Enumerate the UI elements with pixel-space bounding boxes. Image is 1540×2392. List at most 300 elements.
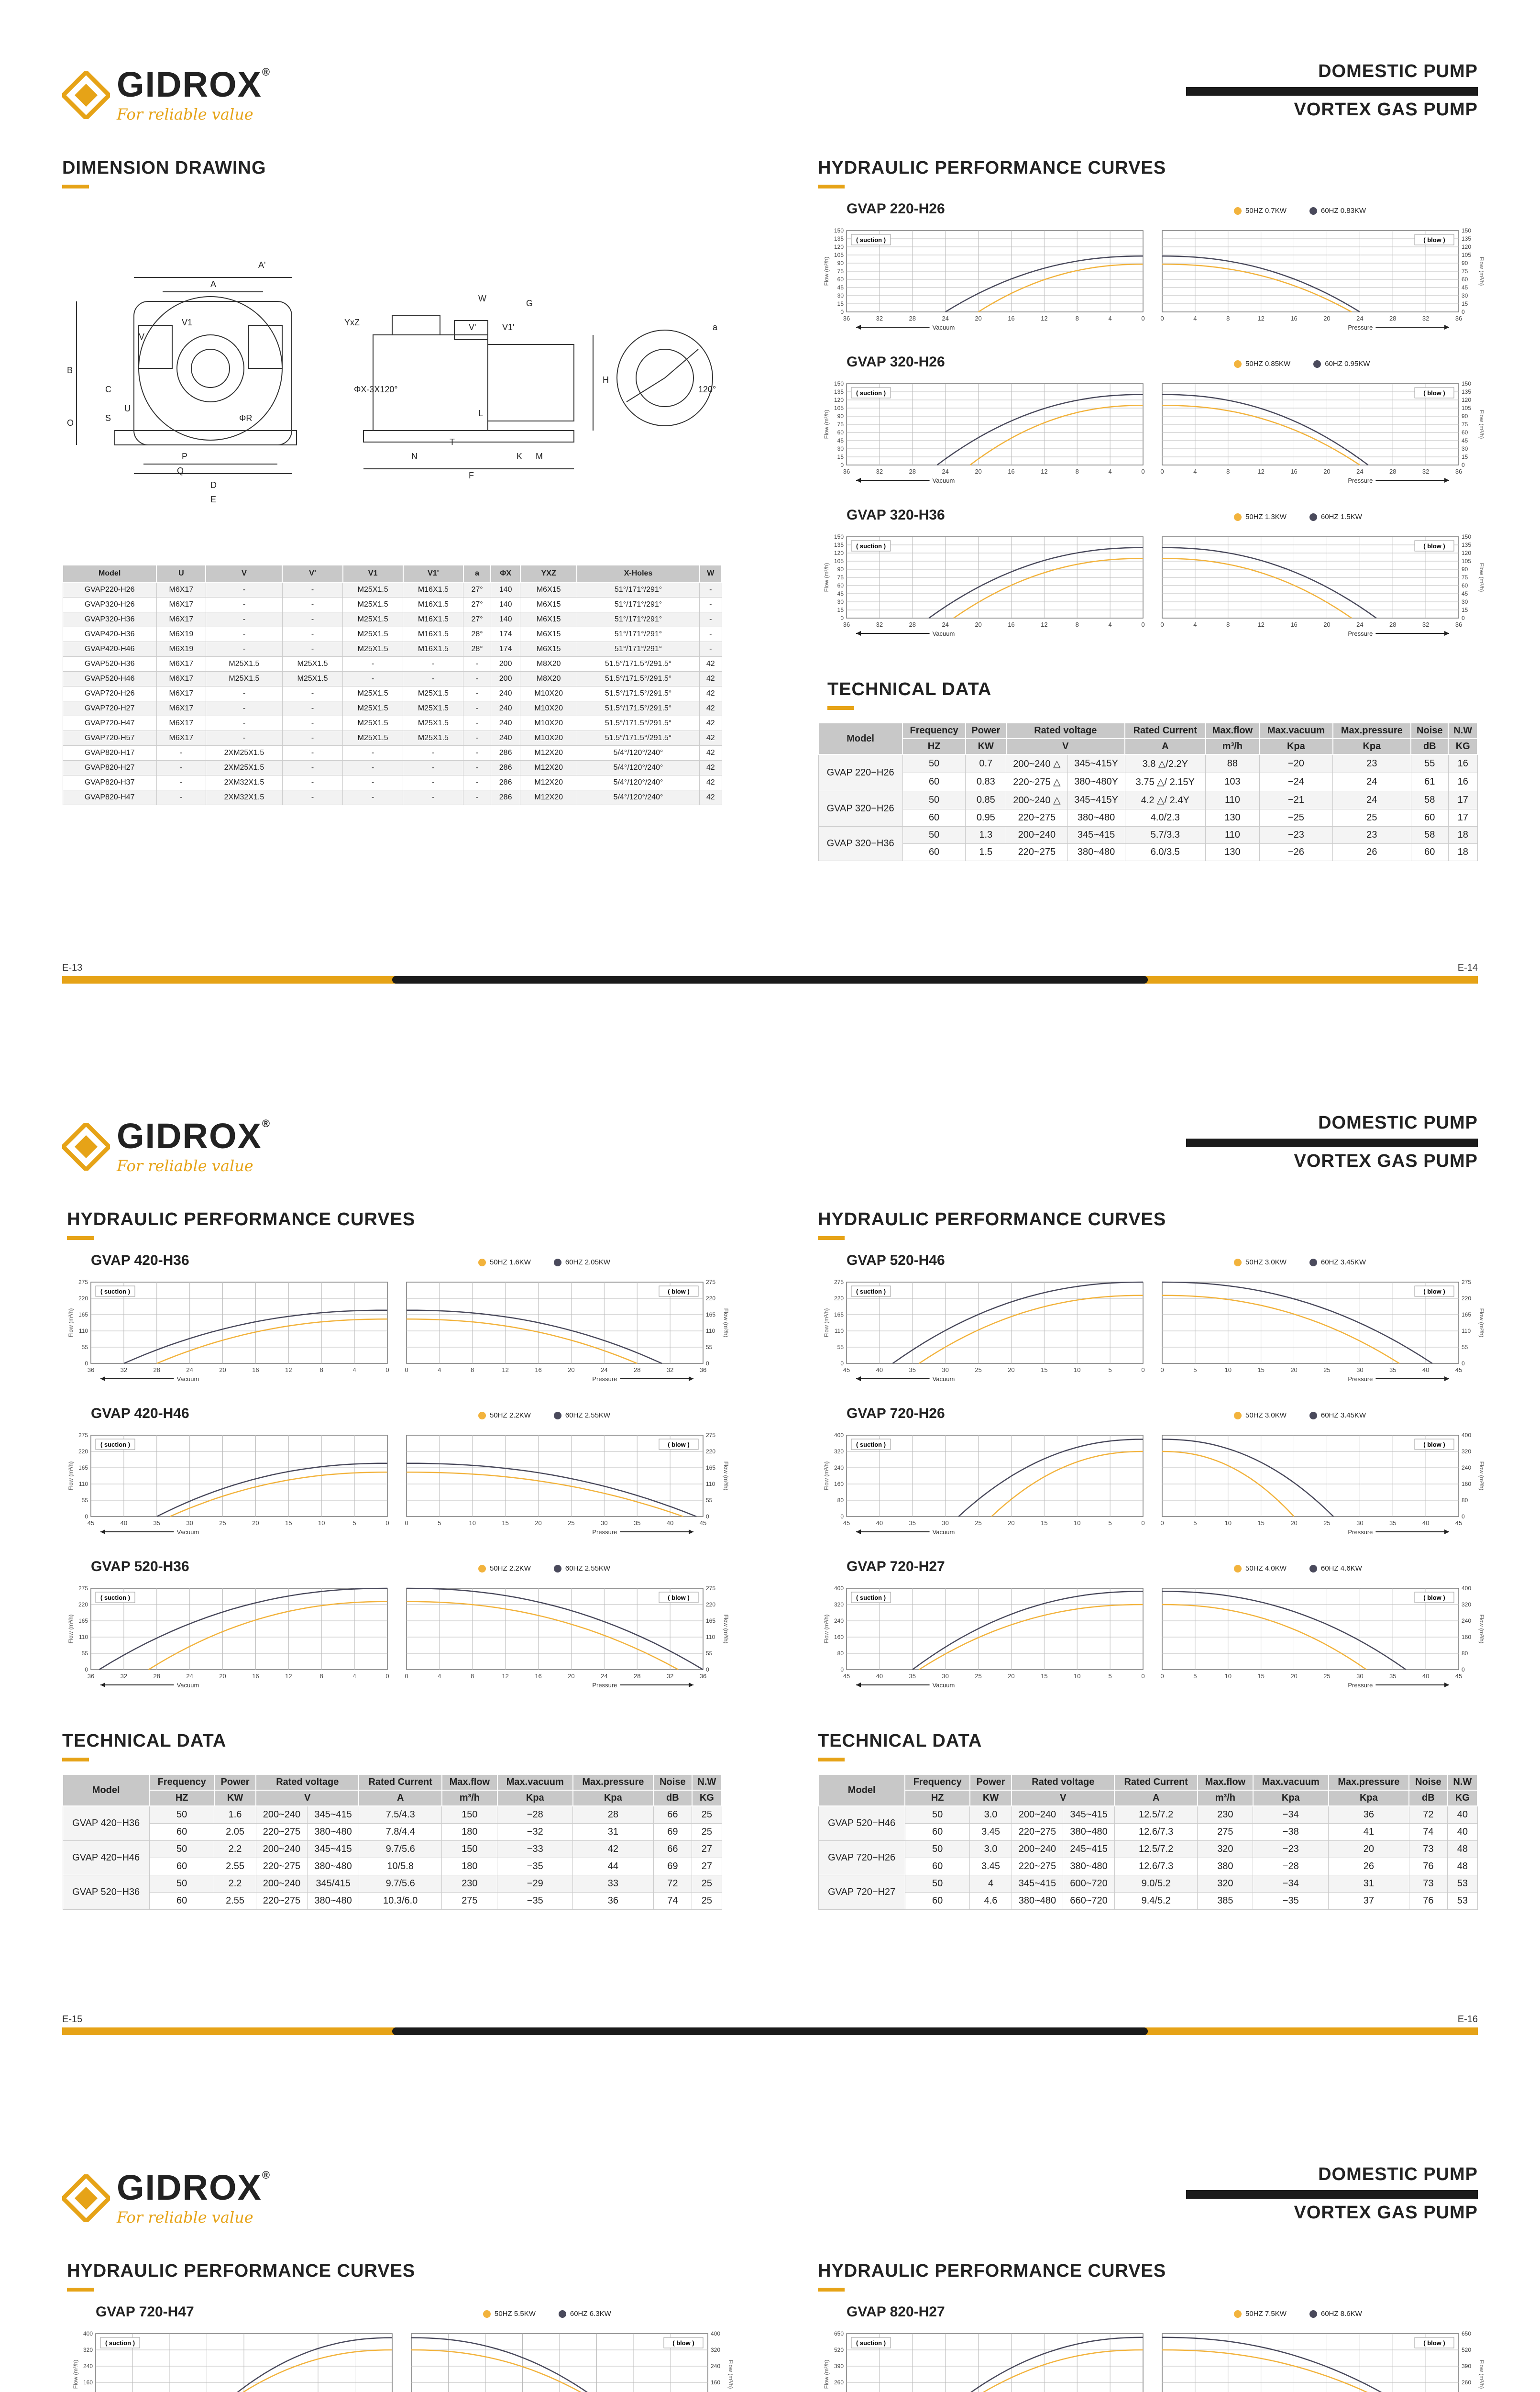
- table-cell: 3.75 △/ 2.15Y: [1125, 773, 1206, 791]
- table-cell: 16: [1448, 754, 1477, 773]
- vacuum-caption: Vacuum: [176, 1528, 199, 1536]
- table-header: Max.flow: [442, 1774, 497, 1790]
- table-cell: 180: [442, 1858, 497, 1875]
- legend-60hz-dot: [1309, 1259, 1317, 1266]
- x-tick-label: 4: [1193, 468, 1197, 475]
- table-cell: 5/4°/120°/240°: [577, 761, 699, 775]
- table-row: [63, 598, 722, 612]
- x-tick-label: 12: [285, 1366, 292, 1373]
- table-cell: M25X1.5: [343, 627, 403, 642]
- x-tick-label: 8: [471, 1672, 474, 1680]
- table-header: Noise: [653, 1774, 692, 1790]
- table-cell: 380~480: [1063, 1824, 1115, 1841]
- table-header: U: [156, 565, 206, 582]
- table-cell: 200~240: [1012, 1806, 1063, 1824]
- x-tick-label: 32: [1422, 621, 1430, 628]
- drawing-label: A: [210, 279, 217, 289]
- x-tick-label: 45: [843, 1366, 850, 1373]
- suction-label: ( suction ): [856, 1441, 886, 1448]
- section-title: HYDRAULIC PERFORMANCE CURVES: [818, 158, 1166, 178]
- table-cell: 42: [700, 775, 722, 790]
- x-tick-label: 30: [186, 1519, 193, 1527]
- y-tick-label: 90: [1462, 260, 1468, 266]
- x-tick-label: 32: [876, 315, 883, 322]
- x-tick-label: 15: [285, 1519, 292, 1527]
- model-cell: GVAP 220−H26: [818, 754, 902, 791]
- table-cell: 2XM25X1.5: [206, 746, 282, 761]
- header-line1: DOMESTIC PUMP: [1318, 2164, 1478, 2184]
- table-cell: 60: [905, 1824, 970, 1841]
- table-cell: -: [463, 716, 491, 731]
- table-cell: 345~415: [1012, 1875, 1063, 1893]
- x-tick-label: 15: [1257, 1672, 1265, 1680]
- table-cell: 48: [1448, 1841, 1477, 1858]
- section-title: DIMENSION DRAWING: [62, 158, 266, 178]
- vacuum-caption: Vacuum: [932, 477, 955, 484]
- x-tick-label: 0: [385, 1672, 389, 1680]
- legend-60hz: 60HZ 8.6KW: [1320, 2310, 1362, 2318]
- x-tick-label: 32: [1422, 468, 1430, 475]
- table-subheader: KW: [966, 739, 1006, 754]
- blow-label: ( blow ): [668, 1288, 690, 1295]
- pressure-caption: Pressure: [1348, 1375, 1373, 1383]
- table-cell: -: [403, 761, 463, 775]
- table-cell: 66: [653, 1841, 692, 1858]
- table-cell: 25: [692, 1875, 722, 1893]
- x-tick-label: 28: [633, 1672, 641, 1680]
- table-cell: 61: [1411, 773, 1448, 791]
- table-cell: 53: [1448, 1875, 1477, 1893]
- table-cell: 44: [573, 1858, 653, 1875]
- table-cell: GVAP720-H27: [63, 701, 156, 716]
- table-cell: 74: [1409, 1824, 1448, 1841]
- table-header: Rated voltage: [1012, 1774, 1114, 1790]
- table-cell: −38: [1253, 1824, 1329, 1841]
- table-cell: 25: [692, 1824, 722, 1841]
- legend-60hz-dot: [559, 2310, 566, 2318]
- table-row: [63, 1824, 722, 1841]
- x-tick-label: 12: [1257, 468, 1265, 475]
- y-tick-label: 60: [1462, 276, 1468, 283]
- y-tick-label: 0: [840, 615, 844, 621]
- header-bar: [1186, 2190, 1478, 2199]
- table-cell: 9.7/5.6: [359, 1841, 442, 1858]
- x-tick-label: 20: [1290, 1519, 1298, 1527]
- x-tick-label: 8: [1226, 315, 1230, 322]
- y-tick-label: 55: [706, 1650, 713, 1657]
- x-tick-label: 12: [1041, 621, 1048, 628]
- table-cell: 88: [1206, 754, 1260, 773]
- y-tick-label: 160: [1462, 1634, 1472, 1640]
- pressure-caption: Pressure: [1348, 1682, 1373, 1689]
- y-tick-label: 90: [837, 566, 844, 573]
- x-tick-label: 25: [568, 1519, 575, 1527]
- legend-50hz: 50HZ 0.85KW: [1245, 360, 1291, 368]
- table-cell: 2.2: [214, 1841, 256, 1858]
- y-tick-label: 120: [1462, 244, 1472, 250]
- x-tick-label: 40: [876, 1366, 883, 1373]
- table-cell: -: [282, 701, 342, 716]
- suction-panel: [83, 2330, 394, 2392]
- x-tick-label: 20: [1008, 1519, 1015, 1527]
- x-tick-label: 30: [1356, 1366, 1364, 1373]
- table-cell: 12.6/7.3: [1114, 1824, 1198, 1841]
- table-row: [63, 1858, 722, 1875]
- table-header: X-Holes: [577, 565, 699, 582]
- section-title: HYDRAULIC PERFORMANCE CURVES: [818, 2261, 1166, 2281]
- y-tick-label: 275: [78, 1279, 88, 1285]
- table-cell: 380: [1198, 1858, 1253, 1875]
- y-axis-label-right: Flow (m³/h): [723, 1461, 729, 1491]
- table-cell: -: [206, 642, 282, 657]
- y-tick-label: 0: [706, 1666, 709, 1673]
- table-subheader: Kpa: [573, 1790, 653, 1806]
- x-tick-label: 36: [843, 468, 850, 475]
- technical-data-table: [62, 1774, 722, 1910]
- table-row: [818, 791, 1477, 809]
- table-cell: M12X20: [520, 775, 577, 790]
- table-cell: −28: [497, 1806, 573, 1824]
- table-cell: 380~480: [1067, 809, 1125, 827]
- x-tick-label: 45: [699, 1519, 707, 1527]
- table-header: Model: [818, 723, 902, 754]
- table-cell: 0.83: [966, 773, 1006, 791]
- table-row: [63, 582, 722, 598]
- y-tick-label: 90: [1462, 566, 1468, 573]
- table-cell: 50: [905, 1806, 970, 1824]
- table-row: [818, 754, 1477, 773]
- table-cell: 380~480: [1067, 844, 1125, 861]
- x-tick-label: 24: [601, 1672, 608, 1680]
- blow-label: ( blow ): [1423, 2339, 1445, 2347]
- legend-60hz-dot: [554, 1565, 561, 1573]
- table-subheader: Kpa: [1329, 1790, 1409, 1806]
- model-cell: GVAP 320−H36: [818, 827, 902, 861]
- table-subheader: V: [1006, 739, 1125, 754]
- drawing-label: E: [210, 495, 217, 504]
- table-subheader: HZ: [902, 739, 966, 754]
- table-cell: 51.5°/171.5°/291.5°: [577, 731, 699, 746]
- x-tick-label: 8: [319, 1366, 323, 1373]
- x-tick-label: 5: [1193, 1519, 1197, 1527]
- table-cell: 25: [1333, 809, 1411, 827]
- y-tick-label: 75: [1462, 574, 1468, 581]
- y-tick-label: 0: [85, 1513, 88, 1520]
- table-cell: 28°: [463, 642, 491, 657]
- x-tick-label: 24: [942, 621, 949, 628]
- chart-legend: [1234, 513, 1362, 521]
- table-cell: 220~275: [256, 1824, 308, 1841]
- blow-panel: [405, 1279, 715, 1383]
- y-tick-label: 320: [1462, 1448, 1472, 1455]
- section-title: TECHNICAL DATA: [62, 1731, 227, 1751]
- table-cell: GVAP420-H36: [63, 627, 156, 642]
- x-tick-label: 45: [87, 1519, 95, 1527]
- x-tick-label: 25: [1323, 1519, 1331, 1527]
- legend-50hz-dot: [1234, 513, 1242, 521]
- table-cell: M25X1.5: [282, 672, 342, 687]
- blow-label: ( blow ): [668, 1594, 690, 1601]
- table-cell: -: [206, 731, 282, 746]
- y-tick-label: 275: [834, 1279, 844, 1285]
- y-tick-label: 390: [1462, 2363, 1472, 2370]
- table-cell: M25X1.5: [343, 598, 403, 612]
- brand-name: GIDROX®: [117, 2168, 271, 2207]
- x-tick-label: 5: [1108, 1672, 1112, 1680]
- y-tick-label: 90: [837, 260, 844, 266]
- x-tick-label: 25: [975, 1519, 982, 1527]
- x-tick-label: 35: [633, 1519, 641, 1527]
- table-cell: 5/4°/120°/240°: [577, 746, 699, 761]
- y-tick-label: 110: [706, 1481, 715, 1487]
- table-cell: -: [282, 790, 342, 805]
- pressure-caption: Pressure: [592, 1528, 617, 1536]
- table-cell: 36: [1329, 1806, 1409, 1824]
- table-cell: 286: [491, 746, 520, 761]
- table-cell: 27°: [463, 612, 491, 627]
- table-cell: -: [343, 657, 403, 672]
- table-cell: 240: [491, 687, 520, 701]
- y-tick-label: 240: [1462, 1617, 1472, 1624]
- x-tick-label: 40: [120, 1519, 128, 1527]
- y-tick-label: 15: [837, 454, 844, 460]
- x-tick-label: 12: [1041, 315, 1048, 322]
- blow-label: ( blow ): [668, 1441, 690, 1448]
- table-cell: 200: [491, 657, 520, 672]
- table-cell: -: [282, 775, 342, 790]
- table-cell: -: [403, 775, 463, 790]
- table-cell: 140: [491, 598, 520, 612]
- y-tick-label: 520: [1462, 2347, 1472, 2353]
- table-header: YXZ: [520, 565, 577, 582]
- x-tick-label: 28: [633, 1366, 641, 1373]
- table-cell: -: [403, 790, 463, 805]
- y-tick-label: 150: [834, 380, 844, 387]
- table-cell: 110: [1206, 791, 1260, 809]
- table-subheader: dB: [1411, 739, 1448, 754]
- table-cell: 60: [1411, 809, 1448, 827]
- table-row: [818, 844, 1477, 861]
- table-cell: −23: [1259, 827, 1332, 844]
- table-cell: -: [700, 627, 722, 642]
- blow-label: ( blow ): [1423, 543, 1445, 550]
- x-tick-label: 28: [909, 315, 916, 322]
- y-tick-label: 110: [706, 1328, 715, 1334]
- y-tick-label: 110: [78, 1481, 88, 1487]
- y-tick-label: 80: [1462, 1650, 1468, 1657]
- y-tick-label: 150: [1462, 380, 1472, 387]
- y-tick-label: 240: [834, 1617, 844, 1624]
- y-axis-label-right: Flow (m³/h): [723, 1614, 729, 1644]
- blow-panel: [405, 1432, 715, 1536]
- y-tick-label: 55: [81, 1650, 88, 1657]
- drawing-label: W: [478, 294, 486, 303]
- x-tick-label: 12: [502, 1366, 509, 1373]
- y-tick-label: 90: [1462, 413, 1468, 420]
- table-cell: 50: [905, 1841, 970, 1858]
- y-tick-label: 160: [711, 2379, 721, 2386]
- table-cell: M12X20: [520, 790, 577, 805]
- table-cell: 345~415: [1067, 827, 1125, 844]
- x-tick-label: 0: [1141, 1672, 1145, 1680]
- table-cell: 200~240 △: [1006, 754, 1068, 773]
- table-cell: M10X20: [520, 701, 577, 716]
- drawing-label: P: [182, 452, 188, 461]
- table-row: [63, 642, 722, 657]
- table-subheader: HZ: [149, 1790, 214, 1806]
- brand-logo: [62, 1118, 271, 1175]
- y-tick-label: 390: [834, 2363, 844, 2370]
- x-tick-label: 0: [1141, 621, 1145, 628]
- chart-title: GVAP 720-H26: [847, 1406, 945, 1421]
- diamond-logo-icon: [62, 71, 110, 119]
- y-tick-label: 275: [706, 1279, 716, 1285]
- table-cell: GVAP320-H26: [63, 598, 156, 612]
- table-cell: 240: [491, 701, 520, 716]
- x-tick-label: 40: [876, 1672, 883, 1680]
- y-tick-label: 75: [837, 574, 844, 581]
- x-tick-label: 40: [1422, 1672, 1430, 1680]
- x-tick-label: 16: [535, 1672, 542, 1680]
- y-tick-label: 320: [711, 2347, 721, 2353]
- y-tick-label: 60: [837, 276, 844, 283]
- table-cell: 220~275: [1012, 1858, 1063, 1875]
- table-subheader: V: [1012, 1790, 1114, 1806]
- chart-title: GVAP 220-H26: [847, 201, 945, 217]
- table-cell: -: [156, 761, 206, 775]
- x-tick-label: 36: [699, 1672, 707, 1680]
- table-cell: −20: [1259, 754, 1332, 773]
- legend-50hz: 50HZ 3.0KW: [1245, 1258, 1287, 1266]
- table-row: [63, 701, 722, 716]
- table-cell: 600~720: [1063, 1875, 1115, 1893]
- y-tick-label: 160: [83, 2379, 93, 2386]
- table-cell: 110: [1206, 827, 1260, 844]
- table-cell: 16: [1448, 773, 1477, 791]
- table-subheader: KW: [970, 1790, 1012, 1806]
- chart-legend: [1234, 360, 1370, 368]
- table-cell: 200~240 △: [1006, 791, 1068, 809]
- y-tick-label: 75: [1462, 421, 1468, 428]
- y-tick-label: 135: [1462, 542, 1472, 548]
- table-cell: -: [282, 746, 342, 761]
- table-cell: 50: [902, 754, 966, 773]
- y-tick-label: 15: [837, 607, 844, 613]
- table-cell: -: [403, 672, 463, 687]
- table-cell: -: [343, 672, 403, 687]
- y-tick-label: 120: [834, 397, 844, 403]
- x-tick-label: 24: [942, 468, 949, 475]
- y-tick-label: 110: [834, 1328, 844, 1334]
- table-cell: 130: [1206, 809, 1260, 827]
- table-cell: 10.3/6.0: [359, 1893, 442, 1910]
- performance-chart: [823, 1429, 1483, 1544]
- table-cell: 60: [902, 773, 966, 791]
- x-tick-label: 0: [1160, 1672, 1164, 1680]
- table-header: Max.vacuum: [497, 1774, 573, 1790]
- table-cell: 7.5/4.3: [359, 1806, 442, 1824]
- x-tick-label: 0: [1141, 315, 1145, 322]
- x-tick-label: 0: [1160, 1519, 1164, 1527]
- suction-label: ( suction ): [105, 2339, 135, 2347]
- table-cell: 40: [1448, 1806, 1477, 1824]
- y-axis-label-right: Flow (m³/h): [1478, 410, 1485, 439]
- table-cell: 345~415Y: [1067, 791, 1125, 809]
- table-cell: GVAP720-H26: [63, 687, 156, 701]
- drawing-label: ΦR: [239, 413, 253, 423]
- suction-label: ( suction ): [100, 1288, 131, 1295]
- drawing-label: T: [450, 437, 455, 447]
- x-tick-label: 25: [219, 1519, 226, 1527]
- x-tick-label: 24: [601, 1366, 608, 1373]
- x-tick-label: 4: [1193, 315, 1197, 322]
- x-tick-label: 25: [975, 1366, 982, 1373]
- table-cell: 40: [1448, 1824, 1477, 1841]
- blow-label: ( blow ): [1423, 1594, 1445, 1601]
- legend-60hz-dot: [554, 1259, 561, 1266]
- table-cell: 286: [491, 775, 520, 790]
- table-cell: 3.45: [970, 1824, 1012, 1841]
- x-tick-label: 35: [153, 1519, 161, 1527]
- x-tick-label: 24: [942, 315, 949, 322]
- table-cell: M25X1.5: [343, 582, 403, 598]
- x-tick-label: 20: [568, 1672, 575, 1680]
- legend-60hz-dot: [1309, 513, 1317, 521]
- table-cell: GVAP520-H36: [63, 657, 156, 672]
- table-cell: 150: [442, 1806, 497, 1824]
- table-cell: 220~275: [256, 1858, 308, 1875]
- y-tick-label: 110: [78, 1634, 88, 1640]
- table-cell: 31: [1329, 1875, 1409, 1893]
- blow-label: ( blow ): [672, 2339, 694, 2347]
- y-tick-label: 0: [1462, 1360, 1465, 1367]
- legend-50hz-dot: [1234, 2310, 1242, 2318]
- y-tick-label: 30: [837, 598, 844, 605]
- x-tick-label: 0: [405, 1519, 408, 1527]
- table-cell: -: [463, 761, 491, 775]
- table-cell: -: [156, 775, 206, 790]
- table-cell: GVAP820-H17: [63, 746, 156, 761]
- table-header: Noise: [1409, 1774, 1448, 1790]
- blow-panel: [1160, 1585, 1471, 1689]
- table-cell: 60: [902, 844, 966, 861]
- header-line1: DOMESTIC PUMP: [1318, 1113, 1478, 1133]
- table-cell: 220~275: [1006, 809, 1068, 827]
- x-tick-label: 32: [120, 1366, 128, 1373]
- y-tick-label: 110: [706, 1634, 715, 1640]
- table-cell: 12.5/7.2: [1114, 1841, 1198, 1858]
- legend-50hz-dot: [1234, 207, 1242, 215]
- y-tick-label: 0: [840, 1360, 844, 1367]
- x-tick-label: 45: [1455, 1519, 1463, 1527]
- table-cell: 345~415Y: [1067, 754, 1125, 773]
- x-tick-label: 16: [1290, 315, 1298, 322]
- legend-50hz-dot: [1234, 1565, 1242, 1573]
- table-cell: GVAP820-H27: [63, 761, 156, 775]
- y-tick-label: 30: [837, 292, 844, 299]
- table-cell: M25X1.5: [206, 657, 282, 672]
- table-row: [63, 790, 722, 805]
- drawing-label: M: [536, 452, 543, 461]
- legend-50hz: 50HZ 2.2KW: [490, 1411, 531, 1419]
- legend-50hz: 50HZ 1.6KW: [490, 1258, 531, 1266]
- table-cell: −23: [1253, 1841, 1329, 1858]
- y-tick-label: 400: [83, 2330, 93, 2337]
- table-cell: 37: [1329, 1893, 1409, 1910]
- blow-panel: [1160, 2330, 1471, 2392]
- x-tick-label: 0: [1160, 621, 1164, 628]
- x-tick-label: 35: [1389, 1672, 1397, 1680]
